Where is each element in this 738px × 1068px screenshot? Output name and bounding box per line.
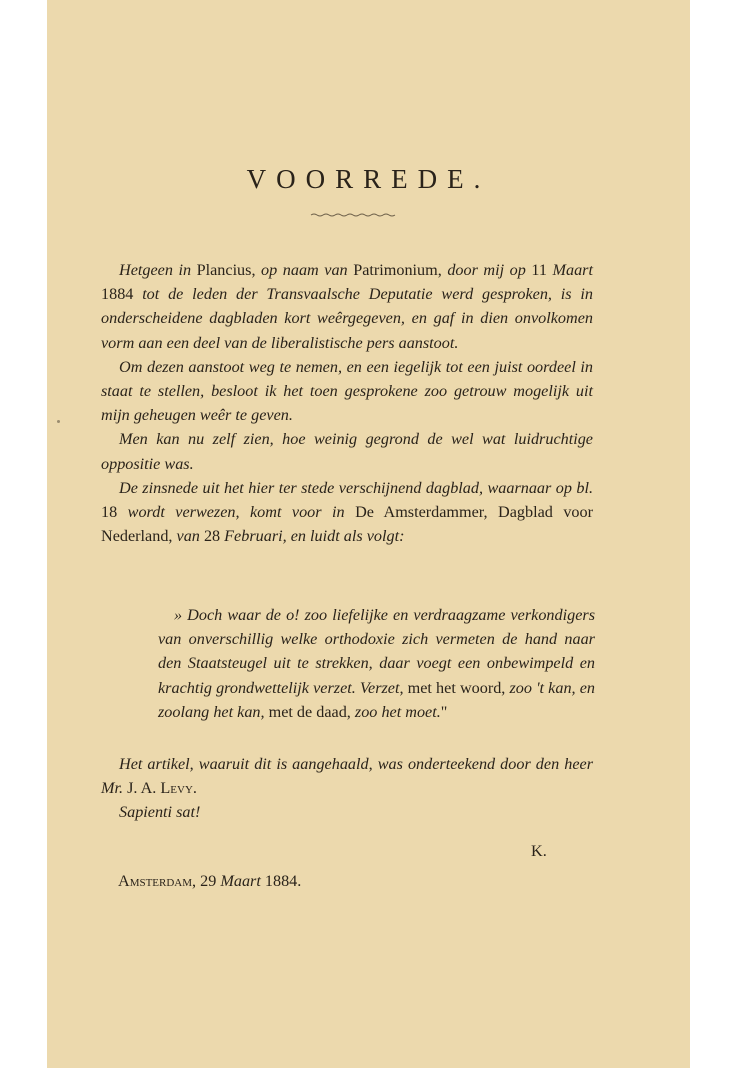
p1-text-roman: 1884 xyxy=(101,285,143,304)
quote-italic: zoo het moet. xyxy=(354,702,441,721)
date-part: 1884. xyxy=(260,872,302,890)
paragraph-1 xyxy=(101,258,593,355)
paragraph-4 xyxy=(101,476,593,549)
book-page xyxy=(47,0,690,1068)
quote-roman: " xyxy=(440,702,448,721)
p4-text-roman: 28 xyxy=(199,527,225,546)
quote-italic: zoo 't kan, en zoolang het kan, xyxy=(158,678,595,721)
p2-text: Om dezen aanstoot weg te nemen, en een iegelijk tot een juist oordeel in staat te stellen, besloot ik het toen gesprokene zoo getrouw mogelijk uit mijn geheugen weêr te geven. xyxy=(101,357,593,425)
p4-text-italic: De zinsnede uit het hier ter stede verschijnend dagblad, waarnaar op bl. xyxy=(119,478,593,497)
p1-text-roman: Plancius, xyxy=(191,261,262,279)
quote-italic: » Doch waar de o! zoo liefelijke en verdraagzame verkondigers van onverschillig welke orthodoxie zich vermeten de hand naar den Staatsteugel uit te strekken, daar voegt een onbewimpeld en krachtig grondwettelijk verzet. Verzet, xyxy=(158,606,595,697)
place-date xyxy=(118,869,301,893)
p1-text-italic: tot de leden der Transvaalsche Deputatie werd gesproken, is in onderscheidene dagbladen kort weêrgegeven, en gaf in dien onvolkomen vorm aan een deel van de liberalistische pers aanstoot. xyxy=(101,285,593,352)
paragraph-5 xyxy=(101,752,593,800)
place-name: Amsterdam xyxy=(118,872,193,890)
p4-text-italic: Februari, en luidt als volgt: xyxy=(224,527,405,546)
p5-text-roman: . xyxy=(192,779,197,798)
p1-text-italic: Maart xyxy=(552,261,593,279)
p1-text-roman: Patrimonium, xyxy=(347,261,448,279)
p3-text: Men kan nu zelf zien, hoe weinig gegrond de wel wat luidruchtige oppositie was. xyxy=(101,430,593,473)
quote-text xyxy=(158,603,595,724)
quote-roman: met de daad, xyxy=(264,702,355,721)
p5-text-italic: Mr. xyxy=(101,779,124,798)
page-title: VOORREDE. xyxy=(246,164,491,194)
p5-text-roman: J. A. xyxy=(123,779,161,798)
p1-text-roman: 11 xyxy=(525,261,553,279)
date-month: Maart xyxy=(220,872,261,890)
closing-text: Sapienti sat! xyxy=(119,803,201,822)
paragraph-3 xyxy=(101,427,593,475)
p5-text-italic: Het artikel, waaruit dit is aangehaald, was onderteekend door den heer xyxy=(119,755,593,773)
quote-roman: met het woord, xyxy=(403,678,510,697)
signature: K. xyxy=(531,842,547,860)
paper-speck xyxy=(57,420,60,423)
block-quote xyxy=(158,603,595,724)
p1-text-italic: door mij op xyxy=(447,261,526,279)
p4-text-roman: De Amsterdammer, Dagblad voor Nederland, xyxy=(101,503,593,546)
p4-text-italic: van xyxy=(176,527,200,546)
paragraph-2 xyxy=(101,355,593,428)
date-part: , 29 xyxy=(192,872,221,890)
p1-text-italic: Hetgeen in xyxy=(119,261,192,279)
preface-body xyxy=(101,258,593,548)
p5-text-smallcaps: Levy xyxy=(160,779,193,798)
closing-line xyxy=(101,800,593,824)
p4-text-italic: wordt verwezen, komt voor in xyxy=(127,503,345,522)
p1-text-italic: op naam van xyxy=(261,261,348,279)
ornament-divider xyxy=(309,210,399,220)
p4-text-roman: 18 xyxy=(101,503,128,522)
closing-body xyxy=(101,752,593,825)
